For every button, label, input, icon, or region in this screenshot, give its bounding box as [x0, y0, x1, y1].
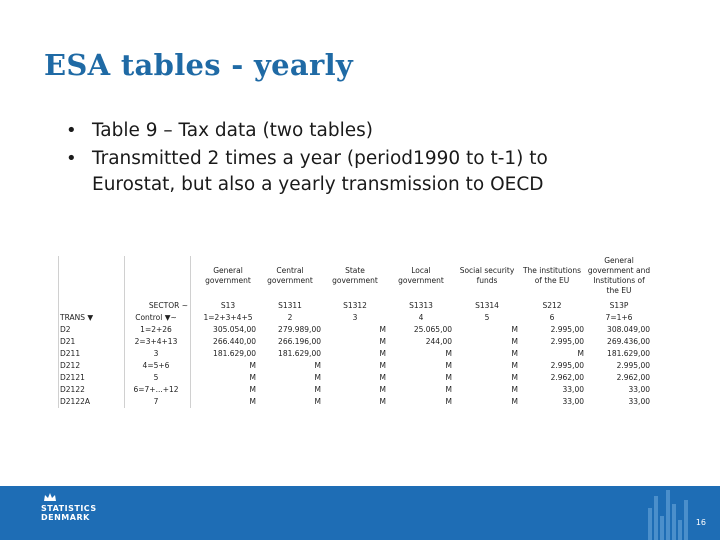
- col-header-gg-and-eu: General government and Institutions of the EU: [587, 256, 651, 295]
- table-row: [58, 372, 652, 383]
- table-cell: M: [445, 385, 452, 394]
- table-cell: 181.629,00: [213, 349, 256, 358]
- control-value: 2=3+4+13: [134, 337, 178, 346]
- table-cell: 181.629,00: [278, 349, 321, 358]
- tax-data-table: [58, 256, 652, 411]
- table-cell: 2.995,00: [616, 361, 650, 370]
- trans-code: D2121: [60, 373, 85, 382]
- control-row: [58, 312, 652, 323]
- table-cell: M: [511, 373, 518, 382]
- table-cell: M: [379, 397, 386, 406]
- bullet-dot-icon: •: [66, 148, 77, 169]
- table-cell: 33,00: [628, 385, 650, 394]
- control-value: 3: [153, 349, 159, 358]
- table-cell: M: [379, 385, 386, 394]
- control-formula: 3: [352, 313, 358, 322]
- table-cell: M: [314, 397, 321, 406]
- control-formula: 4: [418, 313, 424, 322]
- table-cell: M: [249, 397, 256, 406]
- trans-code: D212: [60, 361, 81, 370]
- bullet-text: Table 9 – Tax data (two tables): [92, 120, 373, 141]
- table-cell: M: [314, 361, 321, 370]
- table-cell: 305.054,00: [213, 325, 256, 334]
- table-row: [58, 324, 652, 335]
- sector-code: S1311: [278, 301, 302, 310]
- table-cell: 244,00: [425, 337, 452, 346]
- control-value: 5: [153, 373, 159, 382]
- control-formula: 1=2+3+4+5: [203, 313, 253, 322]
- table-row: [58, 348, 652, 359]
- trans-code: D2: [60, 325, 71, 334]
- table-cell: 2.995,00: [550, 337, 584, 346]
- col-header-central-government: Central government: [267, 266, 313, 285]
- sector-code: S212: [542, 301, 562, 310]
- trans-code: D2122: [60, 385, 85, 394]
- sector-code: S1312: [343, 301, 367, 310]
- table-cell: M: [445, 349, 452, 358]
- table-cell: M: [577, 349, 584, 358]
- col-header-state-government: State government: [332, 266, 378, 285]
- table-cell: M: [511, 385, 518, 394]
- control-formula: 2: [287, 313, 293, 322]
- table-cell: M: [379, 373, 386, 382]
- table-cell: M: [249, 385, 256, 394]
- table-cell: M: [314, 373, 321, 382]
- sector-code: S13: [220, 301, 236, 310]
- bullet-dot-icon: •: [66, 120, 77, 141]
- table-cell: 2.962,00: [616, 373, 650, 382]
- table-cell: 266.196,00: [278, 337, 321, 346]
- table-cell: 2.995,00: [550, 361, 584, 370]
- control-formula: 6: [549, 313, 555, 322]
- trans-code: D21: [60, 337, 76, 346]
- logo-line-2: DENMARK: [41, 513, 90, 522]
- table-cell: 181.629,00: [607, 349, 650, 358]
- table-cell: 2.962,00: [550, 373, 584, 382]
- table-cell: M: [511, 325, 518, 334]
- table-row: [58, 384, 652, 395]
- table-cell: 33,00: [562, 385, 584, 394]
- table-cell: M: [445, 373, 452, 382]
- control-value: 4=5+6: [142, 361, 170, 370]
- col-header-eu-institutions: The institutions of the EU: [522, 266, 582, 285]
- table-cell: M: [511, 349, 518, 358]
- table-cell: M: [379, 361, 386, 370]
- table-row: [58, 336, 652, 347]
- control-filter-dropdown[interactable]: Control ▼~: [135, 313, 177, 322]
- table-cell: M: [249, 373, 256, 382]
- control-formula: 7=1+6: [605, 313, 633, 322]
- table-cell: 269.436,00: [607, 337, 650, 346]
- bullet-item: [62, 118, 622, 144]
- trans-filter-dropdown[interactable]: TRANS ▼: [60, 313, 94, 322]
- table-cell: 25.065,00: [413, 325, 452, 334]
- table-cell: M: [511, 397, 518, 406]
- table-cell: M: [511, 361, 518, 370]
- decorative-bars-graphic: [640, 486, 700, 540]
- control-value: 7: [153, 397, 159, 406]
- control-value: 6=7+...+12: [133, 385, 179, 394]
- slide-title: ESA tables - yearly: [44, 48, 354, 82]
- logo-line-1: STATISTICS: [41, 504, 97, 513]
- bullet-text: Transmitted 2 times a year (period1990 to t-1) to Eurostat, but also a yearly transmission to OECD: [92, 148, 548, 195]
- table-cell: M: [314, 385, 321, 394]
- sector-code: S1314: [475, 301, 499, 310]
- bullet-item: [62, 146, 622, 198]
- sector-row: [58, 300, 652, 311]
- sector-code: S13P: [609, 301, 629, 310]
- page-number: 16: [695, 518, 706, 527]
- sector-label: SECTOR ~: [148, 301, 188, 310]
- table-cell: 279.989,00: [278, 325, 321, 334]
- table-cell: M: [249, 361, 256, 370]
- table-cell: 266.440,00: [213, 337, 256, 346]
- trans-code: D2122A: [60, 397, 90, 406]
- table-cell: M: [445, 361, 452, 370]
- control-value: 1=2+26: [140, 325, 172, 334]
- bullet-list: [62, 118, 622, 200]
- table-row: [58, 396, 652, 407]
- table-cell: 308.049,00: [607, 325, 650, 334]
- col-header-general-government: General government: [205, 266, 251, 285]
- control-formula: 5: [484, 313, 490, 322]
- col-header-local-government: Local government: [398, 266, 444, 285]
- table-cell: 33,00: [562, 397, 584, 406]
- table-cell: M: [445, 397, 452, 406]
- table-cell: 2.995,00: [550, 325, 584, 334]
- table-row: [58, 360, 652, 371]
- table-cell: M: [379, 325, 386, 334]
- footer-bar: [0, 486, 720, 540]
- sector-code: S1313: [409, 301, 433, 310]
- trans-code: D211: [60, 349, 81, 358]
- statistics-denmark-logo: [41, 498, 97, 522]
- table-cell: M: [379, 337, 386, 346]
- table-cell: 33,00: [628, 397, 650, 406]
- table-cell: M: [511, 337, 518, 346]
- col-header-social-security-funds: Social security funds: [459, 266, 515, 285]
- table-cell: M: [379, 349, 386, 358]
